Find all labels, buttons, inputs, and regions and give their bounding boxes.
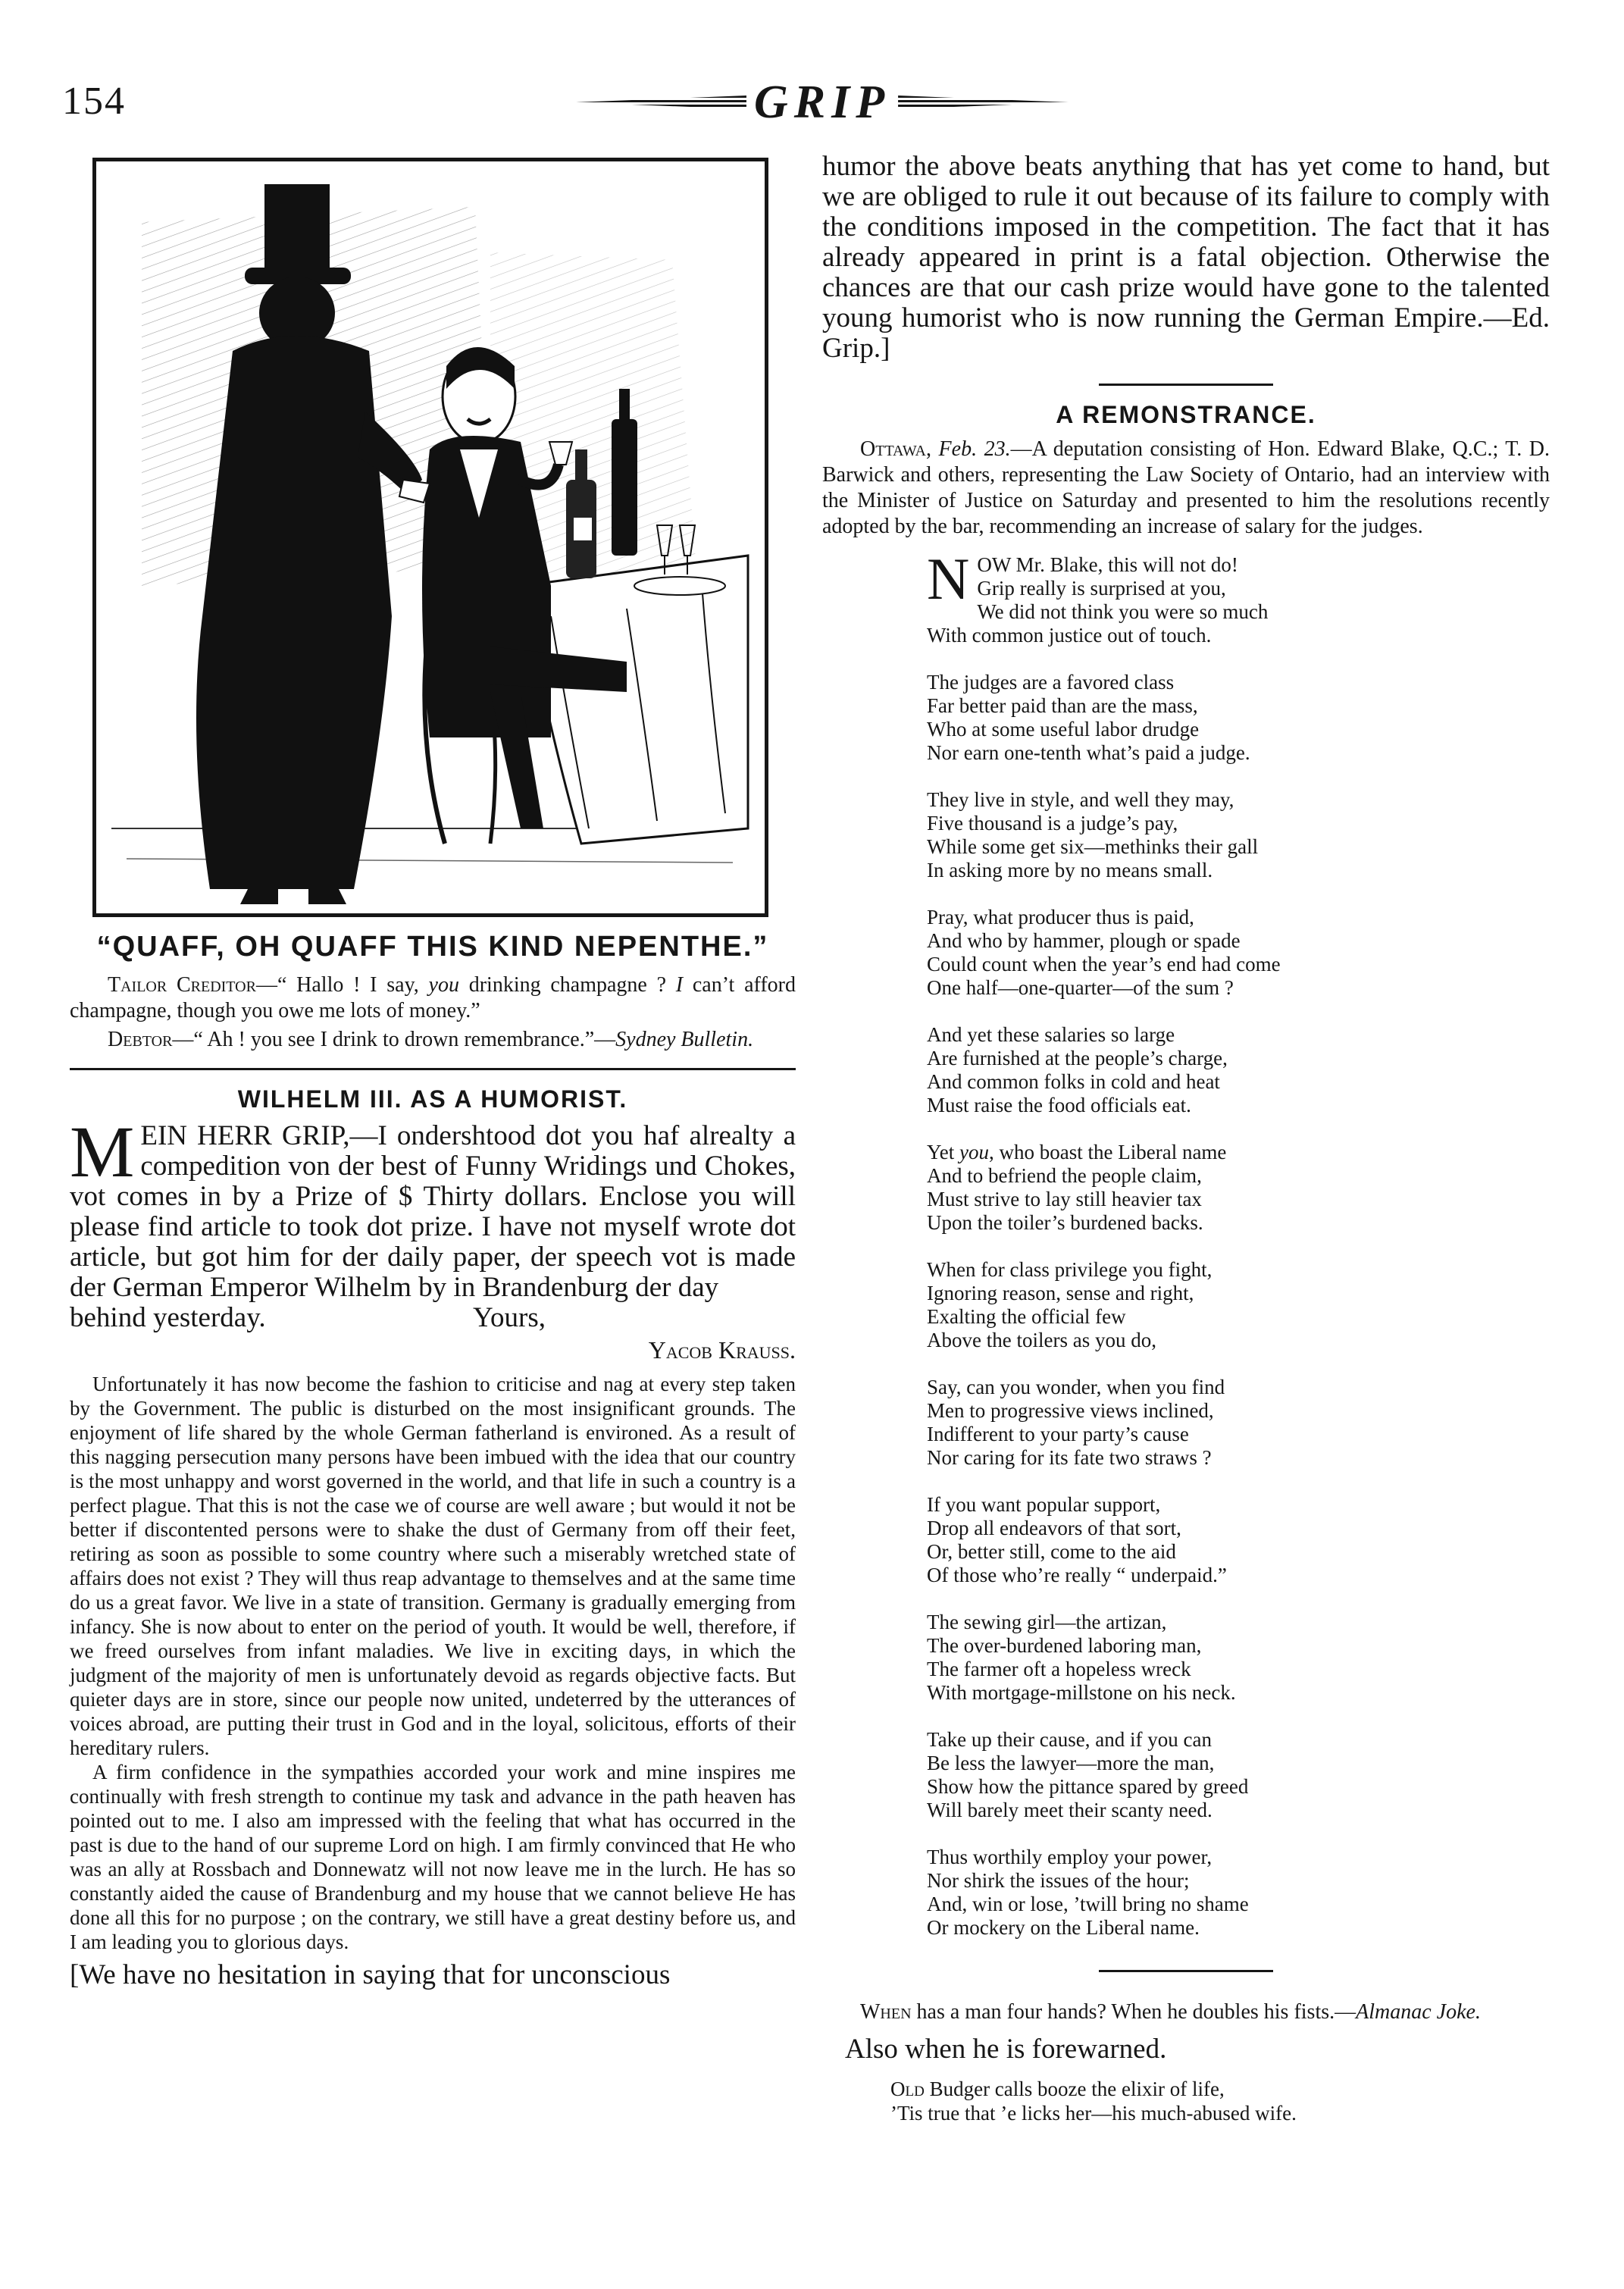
poem-line: With mortgage-millstone on his neck. xyxy=(927,1681,1236,1704)
four-hands-joke xyxy=(822,1999,1550,2025)
right-column xyxy=(822,152,1550,2125)
poem-line-part: Yet xyxy=(927,1141,960,1163)
poem-line xyxy=(927,1141,1412,1164)
poem-line-part: , who boast the Liberal name xyxy=(989,1141,1227,1163)
remonstrance-heading: A REMONSTRANCE. xyxy=(1056,401,1316,428)
top-hat xyxy=(264,184,330,275)
poem-line: Grip really is surprised at you, xyxy=(977,577,1226,600)
creditor-coat xyxy=(196,336,392,889)
creditor-text-a: —“ Hallo ! I say, xyxy=(255,973,429,997)
poem-line: If you want popular support, xyxy=(927,1493,1161,1516)
creditor-text-em2: I xyxy=(675,973,684,997)
poem-line: Pray, what producer thus is paid, xyxy=(927,906,1194,928)
cartoon-illustration xyxy=(92,158,768,917)
poem-line: Are furnished at the people’s charge, xyxy=(927,1047,1228,1069)
editor-note-continued: humor the above beats anything that has yet come to hand, but we are obliged to rule it out because of its failure to comply with the conditions imposed in the competition. The fact that it has already appeared in print is a fatal objection. Otherwise the chances are that our cash prize would have gone to the talented young humorist who is now running the German Empire.—Ed. Grip.] xyxy=(822,151,1550,364)
poem-line: Say, can you wonder, when you find xyxy=(927,1376,1225,1398)
debtor-speaker: Debtor xyxy=(108,1028,173,1051)
joke-source: Almanac Joke. xyxy=(1356,2000,1481,2024)
poem-dropcap: N xyxy=(927,546,970,612)
poem-stanza-6 xyxy=(927,1141,1412,1235)
poem-stanza-8 xyxy=(927,1376,1412,1470)
remonstrance-intro xyxy=(822,437,1550,540)
poem-stanza-11 xyxy=(927,1728,1412,1822)
poem-line: Nor caring for its fate two straws ? xyxy=(927,1446,1212,1469)
wilhelm-intro-last: behind yesterday. xyxy=(70,1302,266,1333)
poem-line: Far better paid than are the mass, xyxy=(927,694,1198,717)
poem-line: Drop all endeavors of that sort, xyxy=(927,1517,1181,1539)
poem-line: The judges are a favored class xyxy=(927,671,1175,694)
poem-line: The sewing girl—the artizan, xyxy=(927,1611,1167,1633)
poem-line: They live in style, and well they may, xyxy=(927,788,1234,811)
poem-line: Men to progressive views inclined, xyxy=(927,1399,1214,1422)
joke-lead: When xyxy=(860,2000,912,2024)
poem-line: While some get six—methinks their gall xyxy=(927,835,1259,858)
remonstrance-date: Feb. 23. xyxy=(938,437,1011,461)
creditor-text-b: drinking champagne ? xyxy=(458,973,676,997)
poem-stanza-1 xyxy=(927,546,1412,647)
poem-line: Must raise the food officials eat. xyxy=(927,1094,1191,1116)
section-divider xyxy=(70,1068,796,1070)
poem-line: Upon the toiler’s burdened backs. xyxy=(927,1211,1203,1234)
couplet-line-1 xyxy=(890,2077,1550,2101)
poem-stanza-12 xyxy=(927,1846,1412,1940)
cartoon-source: Sydney Bulletin. xyxy=(615,1028,754,1051)
masthead xyxy=(576,76,1069,129)
poem-line: Exalting the official few xyxy=(927,1305,1126,1328)
poem-line: Thus worthily employ your power, xyxy=(927,1846,1213,1868)
poem-line: With common justice out of touch. xyxy=(927,624,1212,647)
poem-line: And who by hammer, plough or spade xyxy=(927,929,1241,952)
creditor-text-c: can’t afford champagne, though you owe me lots of money.” xyxy=(70,973,796,1022)
remonstrance-intro-text: —A deputation consisting of Hon. Edward Blake, Q.C.; T. D. Barwick and others, representing the Law Society of Ontario, had an interview with the Minister of Justice on Saturday and presented to him the resolutions recently adopted by the bar, recommending an increase of salary for the judges. xyxy=(822,437,1550,538)
left-column xyxy=(70,931,796,1990)
poem-line: Above the toilers as you do, xyxy=(927,1329,1156,1351)
poem-line: Nor earn one-tenth what’s paid a judge. xyxy=(927,741,1250,764)
wilhelm-speech-para-1: Unfortunately it has now become the fashion to criticise and nag at every step taken by the Government. The public is disturbed on the most insignificant grounds. The enjoyment of life shared by the whole German fatherland is environed. As a result of this nagging persecution many persons have been imbued with the idea that our country is the most unhappy and worst governed in the world, and that life in such a country is a perfect plague. That this is not the case we of course are well aware ; but would it not be better if discontented persons were to shake the dust of Germany from off their feet, retiring as soon as possible to some country where such a miserably wretched state of affairs does not exist ? They will thus reap advantage to themselves and at the same time do us a great favor. We live in a state of transition. Germany is gradually emerging from infancy. She is now about to enter on the period of youth. It would be well, therefore, if we freed ourselves from infant maladies. We live in exciting days, in which the judgment of the majority of men is unfortunately devoid as regards objective facts. But quieter days are in store, since our people now united, undeterred by the utterances of voices abroad, are putting their trust in God and in the loyal, solicitous, efforts of their hereditary rulers. xyxy=(70,1373,796,1759)
poem-stanza-5 xyxy=(927,1023,1412,1117)
wilhelm-signoff-row xyxy=(70,1303,796,1333)
poem-line: Take up their cause, and if you can xyxy=(927,1728,1212,1751)
creditor-text-em: you xyxy=(428,973,459,997)
wilhelm-heading: WILHELM III. AS A HUMORIST. xyxy=(237,1085,628,1113)
section-divider-short-2 xyxy=(1099,1970,1273,1972)
couplet-lead: Old xyxy=(890,2078,925,2100)
poem-line-emphasis: you xyxy=(959,1141,990,1163)
couplet-text: Budger calls booze the elixir of life, xyxy=(924,2078,1225,2100)
poem-line: Or mockery on the Liberal name. xyxy=(927,1916,1200,1939)
poem-line: Show how the pittance spared by greed xyxy=(927,1775,1249,1798)
wilhelm-yours: Yours, xyxy=(473,1302,546,1333)
section-divider-short xyxy=(1099,384,1273,386)
creditor-speaker: Tailor Creditor xyxy=(108,973,256,997)
masthead-title: GRIP xyxy=(753,76,891,128)
poem-line: Who at some useful labor drudge xyxy=(927,718,1200,741)
wilhelm-intro-letter xyxy=(70,1111,796,1303)
poem-line: Five thousand is a judge’s pay, xyxy=(927,812,1178,834)
poem-line: Indifferent to your party’s cause xyxy=(927,1423,1189,1445)
poem-line: Could count when the year’s end had come xyxy=(927,953,1281,975)
poem-line: The farmer oft a hopeless wreck xyxy=(927,1658,1191,1680)
cartoon-title: “QUAFF, OH QUAFF THIS KIND NEPENTHE.” xyxy=(96,931,769,963)
poem-line: Must strive to lay still heavier tax xyxy=(927,1188,1202,1210)
masthead-rule-left xyxy=(576,96,746,109)
poem-line: And to befriend the people claim, xyxy=(927,1164,1202,1187)
poem-line: We did not think you were so much xyxy=(977,600,1269,623)
poem-line: Of those who’re really “ underpaid.” xyxy=(927,1564,1227,1586)
poem-line: OW Mr. Blake, this will not do! xyxy=(977,553,1238,576)
poem-line: Be less the lawyer—more the man, xyxy=(927,1752,1215,1774)
wilhelm-signature: Yacob Krauss. xyxy=(648,1336,796,1364)
poem-stanza-2 xyxy=(927,671,1412,765)
poem-stanza-3 xyxy=(927,788,1412,882)
remonstrance-poem xyxy=(927,546,1412,1940)
poem-line: Will barely meet their scanty need. xyxy=(927,1799,1213,1821)
wilhelm-dropcap: M xyxy=(70,1111,135,1192)
cartoon-dialogue-debtor xyxy=(70,1027,796,1053)
poem-line: When for class privilege you fight, xyxy=(927,1258,1213,1281)
champagne-bottle xyxy=(612,419,637,556)
joke-text: has a man four hands? When he doubles his fists.— xyxy=(911,2000,1356,2024)
debtor-text: —“ Ah ! you see I drink to drown remembrance.”— xyxy=(172,1028,616,1051)
cartoon-drawing xyxy=(96,161,765,913)
poem-line: The over-burdened laboring man, xyxy=(927,1634,1202,1657)
poem-line: And, win or lose, ’twill bring no shame xyxy=(927,1893,1249,1915)
couplet-line-2: ’Tis true that ’e licks her—his much-abused wife. xyxy=(890,2102,1297,2125)
forewarned-answer: Also when he is forewarned. xyxy=(845,2034,1167,2065)
poem-stanza-9 xyxy=(927,1493,1412,1587)
poem-line: One half—one-quarter—of the sum ? xyxy=(927,976,1234,999)
poem-stanza-4 xyxy=(927,906,1412,1000)
poem-line: And common folks in cold and heat xyxy=(927,1070,1220,1093)
remonstrance-dateline: Ottawa, xyxy=(860,437,931,461)
cartoon-dialogue-creditor xyxy=(70,972,796,1024)
wilhelm-intro-text: EIN HERR GRIP,—I ondershtood dot you haf alrealty a compedition von der best of Funny Wridings und Chokes, vot comes in by a Prize of $ Thirty dollars. Enclose you will please find article to took dot prize. I have not myself wrote dot article, but got him for der daily paper, der speech vot is made der German Emperor Wilhelm by in Brandenburg der day xyxy=(70,1120,796,1303)
poem-line: In asking more by no means small. xyxy=(927,859,1213,881)
masthead-rule-right xyxy=(898,96,1069,109)
page-number: 154 xyxy=(62,80,126,123)
poem-stanza-7 xyxy=(927,1258,1412,1352)
editor-note-start: [We have no hesitation in saying that for unconscious xyxy=(70,1959,671,1990)
wilhelm-speech-para-2: A firm confidence in the sympathies accorded your work and mine inspires me continually with fresh strength to continue my task and advance in the path heaven has pointed out to me. I also am impressed with the feeling that what has occurred in the past is due to the hand of our supreme Lord on high. I am firmly convinced that He who was an ally at Rossbach and Donnewatz will not now leave me in the lurch. He has so constantly aided the cause of Brandenburg and my house that we cannot believe He has done all this for no purpose ; on the contrary, we still have a great destiny before us, and I am leading you to glorious days. xyxy=(70,1761,796,1953)
poem-line: Ignoring reason, sense and right, xyxy=(927,1282,1194,1304)
poem-line: And yet these salaries so large xyxy=(927,1023,1175,1046)
poem-stanza-10 xyxy=(927,1611,1412,1705)
poem-line: Or, better still, come to the aid xyxy=(927,1540,1176,1563)
budger-couplet xyxy=(890,2077,1550,2125)
poem-line: Nor shirk the issues of the hour; xyxy=(927,1869,1190,1892)
